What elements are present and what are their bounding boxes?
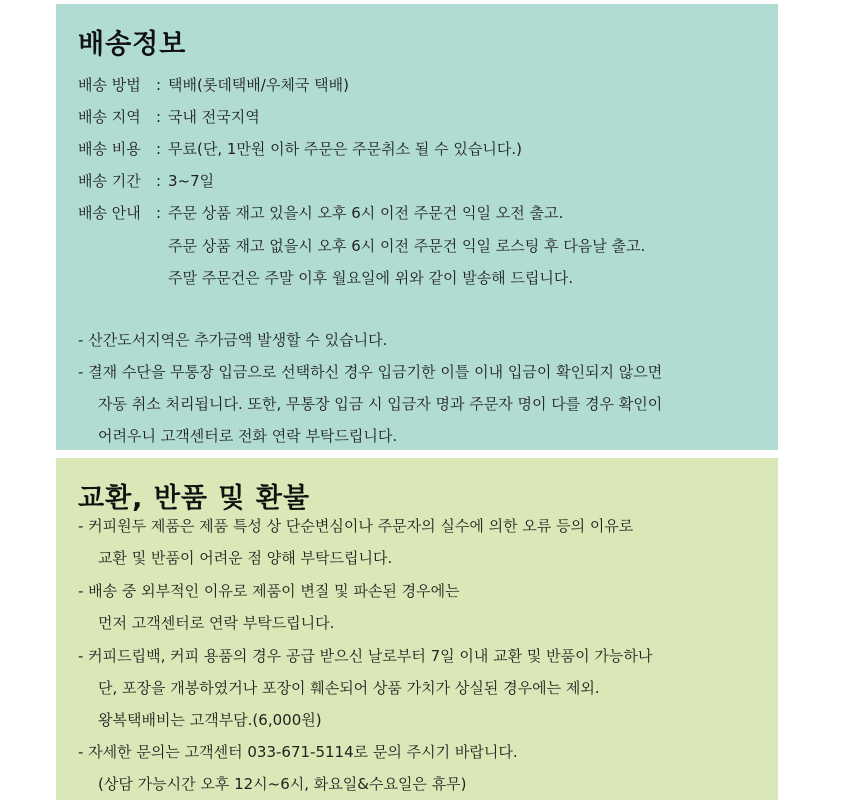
separator: : (156, 204, 162, 222)
exchange-return-panel (56, 458, 778, 800)
separator: : (156, 108, 162, 126)
shipping-guide-row (78, 203, 563, 223)
shipping-guide-label: 배송 안내 (78, 204, 141, 222)
shipping-note-bank-transfer: 어려우니 고객센터로 전화 연락 부탁드립니다. (98, 427, 398, 445)
exchange-item-contact: - 자세한 문의는 고객센터 033-671-5114로 문의 주시기 바랍니다. (78, 743, 518, 761)
exchange-item-coffee-beans: - 커피원두 제품은 제품 특성 상 단순변심이나 주문자의 실수에 의한 오류 등의 이유로 (78, 517, 634, 535)
shipping-info-panel (56, 4, 778, 450)
shipping-period-label: 배송 기간 (78, 172, 141, 190)
shipping-guide-line: 주말 주문건은 주말 이후 월요일에 위와 같이 발송해 드립니다. (168, 269, 574, 287)
exchange-item-shipping-damage: 먼저 고객센터로 연락 부탁드립니다. (98, 614, 335, 632)
separator: : (156, 76, 162, 94)
shipping-note-bank-transfer: 자동 취소 처리됩니다. 또한, 무통장 입금 시 입금자 명과 주문자 명이 다를 경우 확인이 (98, 395, 663, 413)
exchange-item-drip-bag: 왕복택배비는 고객부담.(6,000원) (98, 711, 322, 729)
shipping-guide-line: 주문 상품 재고 없을시 오후 6시 이전 주문건 익일 로스팅 후 다음날 출고. (168, 237, 646, 255)
shipping-method-value: 택배(롯데택배/우체국 택배) (168, 76, 349, 94)
shipping-period-value: 3~7일 (168, 172, 215, 190)
shipping-method-row (78, 75, 349, 95)
shipping-cost-label: 배송 비용 (78, 140, 141, 158)
exchange-item-coffee-beans: 교환 및 반품이 어려운 점 양해 부탁드립니다. (98, 549, 393, 567)
exchange-item-drip-bag: 단, 포장을 개봉하였거나 포장이 훼손되어 상품 가치가 상실된 경우에는 제외. (98, 679, 600, 697)
exchange-item-drip-bag: - 커피드립백, 커피 용품의 경우 공급 받으신 날로부터 7일 이내 교환 및 반품이 가능하나 (78, 647, 653, 665)
shipping-method-label: 배송 방법 (78, 76, 141, 94)
shipping-guide-line: 주문 상품 재고 있을시 오후 6시 이전 주문건 익일 오전 출고. (168, 204, 564, 222)
shipping-region-row (78, 107, 260, 127)
shipping-region-label: 배송 지역 (78, 108, 141, 126)
shipping-region-value: 국내 전국지역 (168, 108, 260, 126)
exchange-item-contact: (상담 가능시간 오후 12시~6시, 화요일&수요일은 휴무) (98, 775, 467, 793)
shipping-cost-value: 무료(단, 1만원 이하 주문은 주문취소 될 수 있습니다.) (168, 140, 522, 158)
shipping-note-remote-area: - 산간도서지역은 추가금액 발생할 수 있습니다. (78, 331, 388, 349)
exchange-return-title: 교환, 반품 및 환불 (78, 483, 311, 514)
shipping-info-title: 배송정보 (78, 29, 187, 60)
shipping-note-bank-transfer: - 결재 수단을 무통장 입금으로 선택하신 경우 입금기한 이틀 이내 입금이 확인되지 않으면 (78, 363, 663, 381)
exchange-item-shipping-damage: - 배송 중 외부적인 이유로 제품이 변질 및 파손된 경우에는 (78, 582, 460, 600)
separator: : (156, 140, 162, 158)
separator: : (156, 172, 162, 190)
shipping-period-row (78, 171, 214, 191)
shipping-cost-row (78, 139, 522, 159)
